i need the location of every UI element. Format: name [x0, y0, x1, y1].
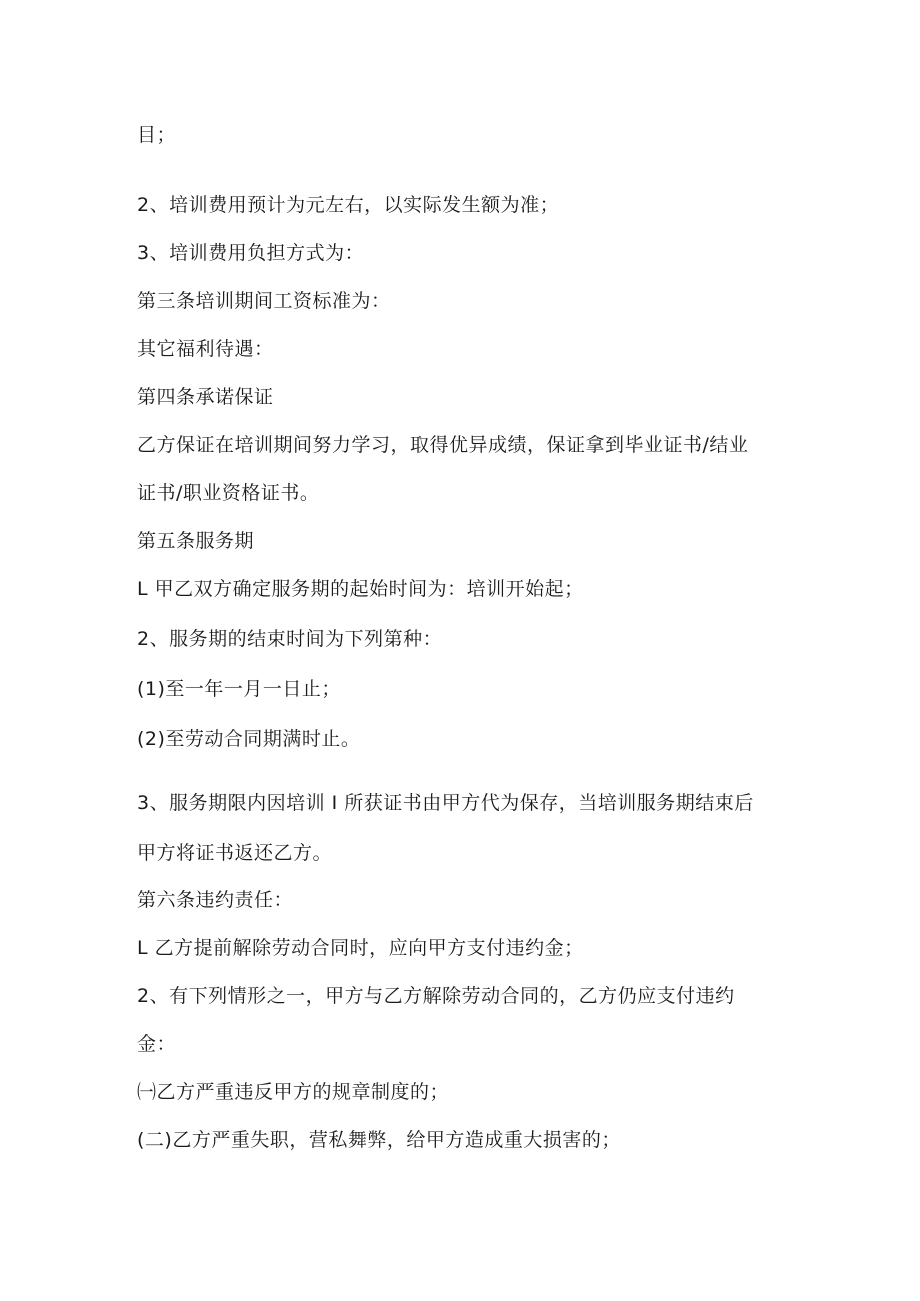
text-line: (1)至一年一月一日止； — [137, 678, 341, 700]
text-line: 2、服务期的结束时间为下列第种： — [137, 628, 443, 650]
section-heading: 第四条承诺保证 — [137, 386, 274, 408]
text-line: 甲方将证书返还乙方。 — [137, 842, 333, 864]
text-line: 3、培训费用负担方式为： — [137, 242, 365, 264]
section-heading: 第六条违约责任： — [137, 889, 294, 911]
text-line: 目； — [137, 124, 177, 146]
text-line: 乙方保证在培训期间努力学习，取得优异成绩，保证拿到毕业证书/结业 — [137, 434, 749, 456]
section-heading: 第五条服务期 — [137, 530, 255, 552]
text-line: (二)乙方严重失职，营私舞弊，给甲方造成重大损害的； — [137, 1129, 621, 1151]
text-line: 证书/职业资格证书。 — [137, 482, 320, 504]
text-line: L 乙方提前解除劳动合同时，应向甲方支付违约金； — [137, 937, 584, 959]
text-line: 其它福利待遇： — [137, 338, 274, 360]
text-line: 2、有下列情形之一，甲方与乙方解除劳动合同的，乙方仍应支付违约 — [137, 985, 735, 1007]
text-line: 2、培训费用预计为元左右，以实际发生额为准； — [137, 194, 560, 216]
text-line: 金： — [137, 1033, 177, 1055]
text-line: 3、服务期限内因培训 I 所获证书由甲方代为保存，当培训服务期结束后 — [137, 792, 754, 814]
text-line: L 甲乙双方确定服务期的起始时间为：培训开始起； — [137, 578, 584, 600]
text-line: (2)至劳动合同期满时止。 — [137, 728, 361, 750]
text-line: ㈠乙方严重违反甲方的规章制度的； — [137, 1081, 450, 1103]
text-line: 第三条培训期间工资标准为： — [137, 290, 391, 312]
